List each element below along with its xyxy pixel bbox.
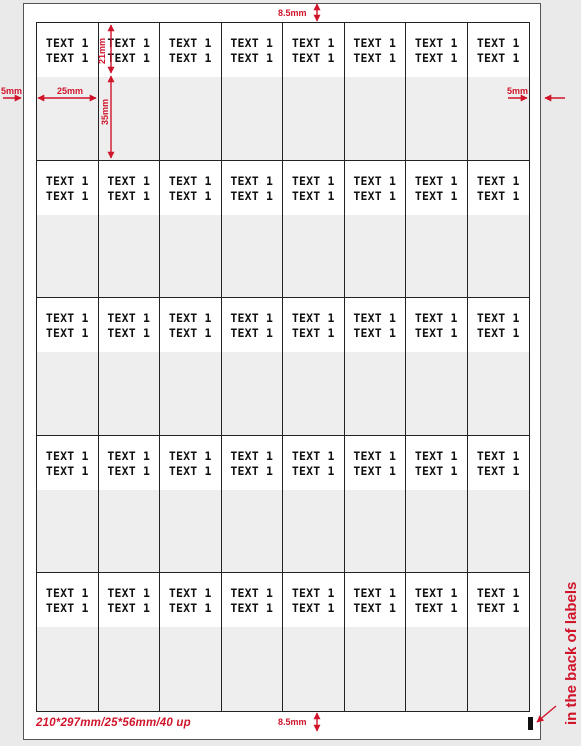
label-text: TEXT 1 xyxy=(291,173,335,188)
label-text: TEXT 1 xyxy=(353,51,397,65)
label-text: TEXT 1 xyxy=(414,173,458,188)
label-text: TEXT 1 xyxy=(107,463,151,478)
label-text: TEXT 1 xyxy=(45,188,89,203)
label-text: TEXT 1 xyxy=(45,51,89,65)
label-text: TEXT 1 xyxy=(291,463,335,478)
label-text: TEXT 1 xyxy=(168,51,212,65)
label-text: TEXT 1 xyxy=(107,311,151,326)
label-text: TEXT 1 xyxy=(414,51,458,65)
label-text: TEXT 1 xyxy=(353,311,397,326)
label-text: TEXT 1 xyxy=(291,448,335,463)
label-text: TEXT 1 xyxy=(230,326,274,341)
label-text: TEXT 1 xyxy=(168,173,212,188)
label-width-label: 25mm xyxy=(57,86,84,96)
label-text: TEXT 1 xyxy=(291,311,335,326)
sheet-spec: 210*297mm/25*56mm/40 up xyxy=(36,717,191,729)
label-text: TEXT 1 xyxy=(414,463,458,478)
back-mark xyxy=(528,717,533,730)
label-text: TEXT 1 xyxy=(414,448,458,463)
print-height-label: 21mm xyxy=(97,37,107,64)
label-text: TEXT 1 xyxy=(476,448,520,463)
label-text: TEXT 1 xyxy=(230,601,274,616)
back-note: in the back of labels xyxy=(563,581,580,725)
label-text: TEXT 1 xyxy=(476,311,520,326)
label-text: TEXT 1 xyxy=(107,188,151,203)
label-text: TEXT 1 xyxy=(168,463,212,478)
label-text: TEXT 1 xyxy=(107,586,151,601)
label-text: TEXT 1 xyxy=(476,51,520,65)
label-text: TEXT 1 xyxy=(476,463,520,478)
label-text: TEXT 1 xyxy=(168,326,212,341)
label-text: TEXT 1 xyxy=(168,448,212,463)
label-text: TEXT 1 xyxy=(230,586,274,601)
label-text: TEXT 1 xyxy=(45,463,89,478)
label-text: TEXT 1 xyxy=(168,586,212,601)
label-text: TEXT 1 xyxy=(168,601,212,616)
label-text: TEXT 1 xyxy=(168,311,212,326)
label-text: TEXT 1 xyxy=(414,311,458,326)
label-text: TEXT 1 xyxy=(476,36,520,50)
label-text: TEXT 1 xyxy=(291,36,335,50)
label-text: TEXT 1 xyxy=(353,448,397,463)
left-margin-label: 5mm xyxy=(1,86,23,96)
label-text: TEXT 1 xyxy=(230,51,274,65)
label-text: TEXT 1 xyxy=(45,36,89,50)
label-text: TEXT 1 xyxy=(476,173,520,188)
label-text: TEXT 1 xyxy=(414,36,458,50)
label-text: TEXT 1 xyxy=(353,188,397,203)
label-text: TEXT 1 xyxy=(291,51,335,65)
label-text: TEXT 1 xyxy=(353,463,397,478)
label-text: TEXT 1 xyxy=(414,601,458,616)
label-text: TEXT 1 xyxy=(353,173,397,188)
label-text: TEXT 1 xyxy=(230,36,274,50)
label-text: TEXT 1 xyxy=(414,188,458,203)
label-text: TEXT 1 xyxy=(45,448,89,463)
label-text: TEXT 1 xyxy=(476,326,520,341)
label-text: TEXT 1 xyxy=(230,311,274,326)
label-text: TEXT 1 xyxy=(353,601,397,616)
label-text: TEXT 1 xyxy=(353,36,397,50)
right-margin-label: 5mm xyxy=(507,86,529,96)
top-margin-label: 8.5mm xyxy=(278,8,307,18)
label-text: TEXT 1 xyxy=(45,311,89,326)
bottom-margin-label: 8.5mm xyxy=(278,717,307,727)
back-note-pointer xyxy=(537,706,556,722)
label-text: TEXT 1 xyxy=(107,36,151,50)
blank-height-label: 35mm xyxy=(100,98,110,125)
label-text: TEXT 1 xyxy=(45,586,89,601)
label-text: TEXT 1 xyxy=(476,188,520,203)
label-text: TEXT 1 xyxy=(291,586,335,601)
label-text: TEXT 1 xyxy=(414,586,458,601)
label-text: TEXT 1 xyxy=(476,601,520,616)
label-text: TEXT 1 xyxy=(107,601,151,616)
label-text: TEXT 1 xyxy=(45,326,89,341)
label-text: TEXT 1 xyxy=(230,173,274,188)
label-text: TEXT 1 xyxy=(107,326,151,341)
label-text: TEXT 1 xyxy=(230,448,274,463)
label-text: TEXT 1 xyxy=(476,586,520,601)
label-text: TEXT 1 xyxy=(291,326,335,341)
label-text: TEXT 1 xyxy=(230,188,274,203)
label-text: TEXT 1 xyxy=(168,36,212,50)
label-text: TEXT 1 xyxy=(45,601,89,616)
label-text: TEXT 1 xyxy=(353,586,397,601)
label-text: TEXT 1 xyxy=(353,326,397,341)
label-text: TEXT 1 xyxy=(107,448,151,463)
label-text: TEXT 1 xyxy=(168,188,212,203)
label-text: TEXT 1 xyxy=(107,173,151,188)
label-text: TEXT 1 xyxy=(291,601,335,616)
label-text: TEXT 1 xyxy=(45,173,89,188)
label-text: TEXT 1 xyxy=(230,463,274,478)
label-text: TEXT 1 xyxy=(414,326,458,341)
label-text: TEXT 1 xyxy=(107,51,151,65)
label-text: TEXT 1 xyxy=(291,188,335,203)
